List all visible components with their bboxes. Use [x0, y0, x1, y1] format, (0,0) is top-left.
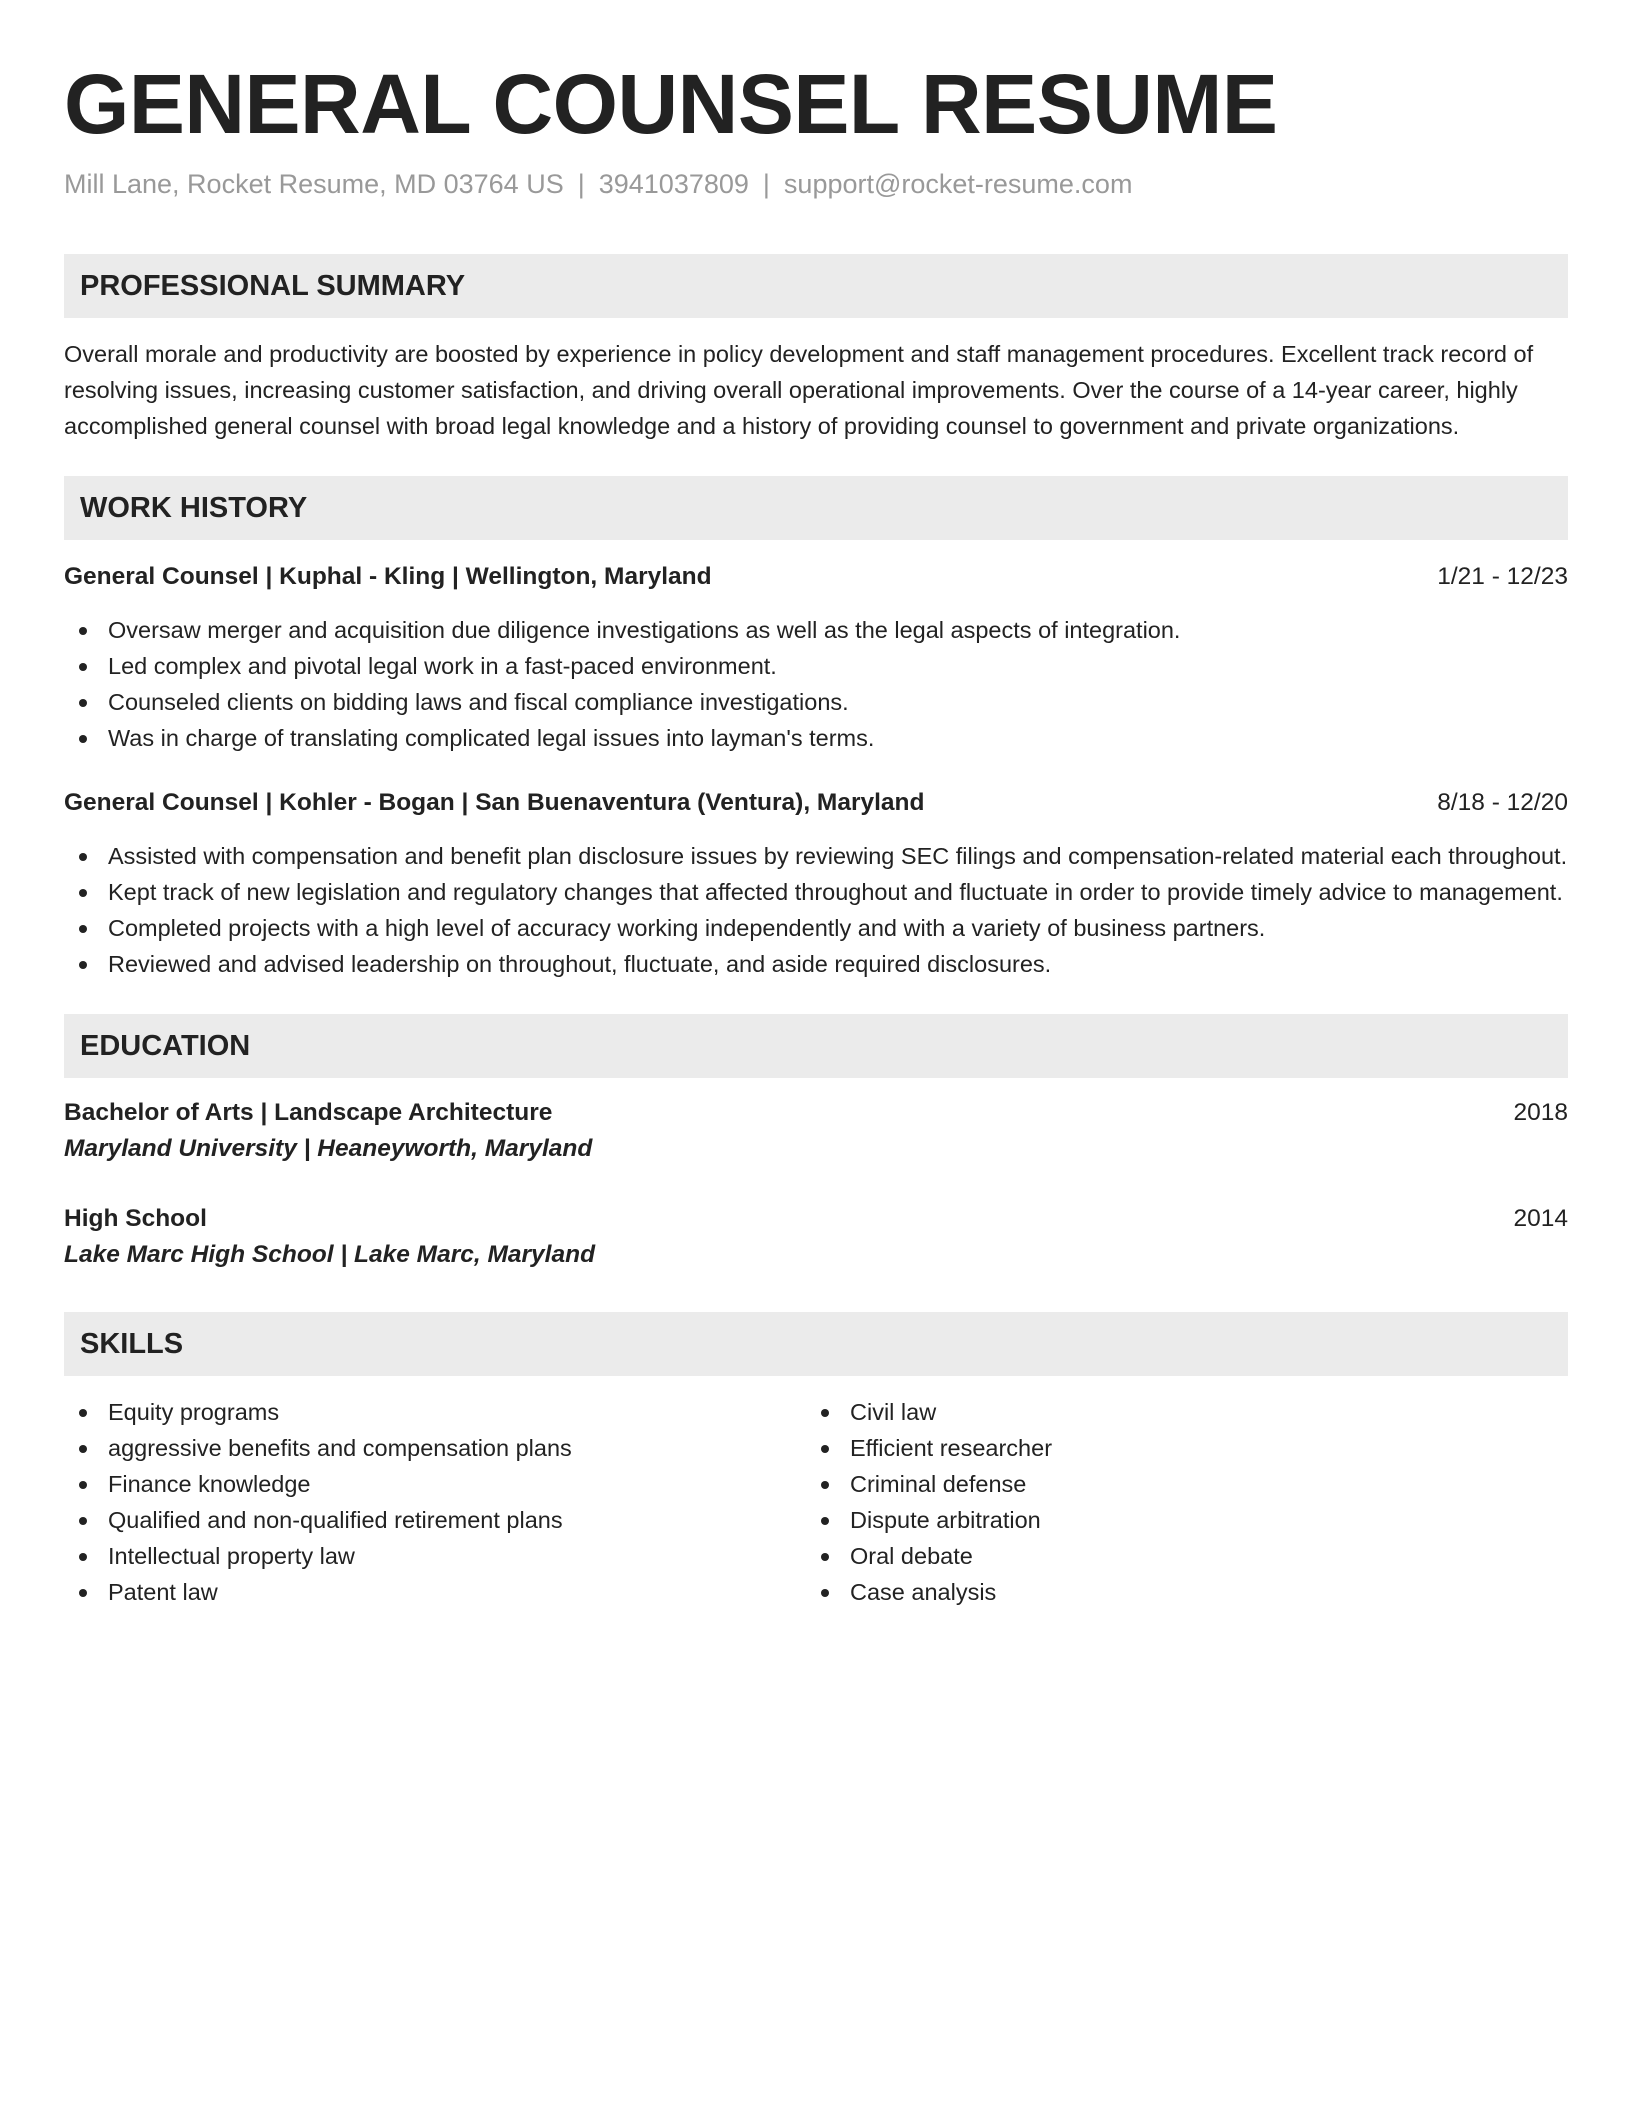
job-header [64, 786, 1568, 820]
education-school: Maryland University | Heaneyworth, Maryland [64, 1135, 593, 1162]
skill-item: Patent law [64, 1574, 806, 1610]
job-bullets [64, 612, 1568, 756]
skills-column-right [806, 1394, 1548, 1610]
job-bullet: Led complex and pivotal legal work in a fast-paced environment. [64, 648, 1568, 684]
job-header [64, 560, 1568, 594]
job-bullet: Completed projects with a high level of accuracy working independently and with a variety of business partners. [64, 910, 1568, 946]
contact-line [64, 166, 1568, 202]
resume-title: GENERAL COUNSEL RESUME [64, 57, 1278, 151]
education-year: 2018 [1513, 1099, 1568, 1126]
skill-item: Oral debate [806, 1538, 1548, 1574]
education-year: 2014 [1513, 1205, 1568, 1232]
skill-item: Equity programs [64, 1394, 806, 1430]
skill-item: Criminal defense [806, 1466, 1548, 1502]
job-dates: 1/21 - 12/23 [1437, 563, 1568, 590]
job-entry [64, 786, 1568, 982]
skill-item: Qualified and non-qualified retirement plans [64, 1502, 806, 1538]
job-bullet: Reviewed and advised leadership on throughout, fluctuate, and aside required disclosures. [64, 946, 1568, 982]
job-title: General Counsel | Kohler - Bogan | San Buenaventura (Ventura), Maryland [64, 789, 925, 816]
skill-item: Civil law [806, 1394, 1548, 1430]
skill-item: Efficient researcher [806, 1430, 1548, 1466]
skill-item: Dispute arbitration [806, 1502, 1548, 1538]
summary-text: Overall morale and productivity are boosted by experience in policy development and staff management procedures. Excellent track record of resolving issues, increasing customer satisfaction, and driving overall operational improvements. Over the course of a 14-year career, highly accomplished general counsel with broad legal knowledge and a history of providing counsel to government and private organizations. [64, 341, 1534, 439]
job-bullet: Oversaw merger and acquisition due diligence investigations as well as the legal aspects of integration. [64, 612, 1568, 648]
contact-phone: 3941037809 [598, 169, 749, 199]
job-bullet: Was in charge of translating complicated legal issues into layman's terms. [64, 720, 1568, 756]
education-school: Lake Marc High School | Lake Marc, Maryland [64, 1241, 596, 1268]
skill-item: Finance knowledge [64, 1466, 806, 1502]
job-title: General Counsel | Kuphal - Kling | Wellington, Maryland [64, 563, 712, 590]
education-entry [64, 1202, 1568, 1274]
summary-heading: PROFESSIONAL SUMMARY [64, 254, 1568, 318]
education-header [64, 1096, 1568, 1130]
skills-column-left [64, 1394, 806, 1610]
education-degree: Bachelor of Arts | Landscape Architecture [64, 1099, 553, 1126]
job-bullet: Kept track of new legislation and regulatory changes that affected throughout and fluctuate in order to provide timely advice to management. [64, 874, 1568, 910]
contact-separator: | [762, 169, 770, 199]
education-degree: High School [64, 1205, 207, 1232]
education-heading: EDUCATION [64, 1014, 1568, 1078]
contact-separator: | [577, 169, 585, 199]
job-dates: 8/18 - 12/20 [1437, 789, 1568, 816]
skills-heading: SKILLS [64, 1312, 1568, 1376]
skill-item: Case analysis [806, 1574, 1548, 1610]
skill-item: aggressive benefits and compensation plans [64, 1430, 806, 1466]
education-entry [64, 1096, 1568, 1168]
work-history-heading: WORK HISTORY [64, 476, 1568, 540]
skills-list [64, 1394, 1568, 1610]
job-bullet: Assisted with compensation and benefit plan disclosure issues by reviewing SEC filings and compensation-related material each throughout. [64, 838, 1568, 874]
skill-item: Intellectual property law [64, 1538, 806, 1574]
job-entry [64, 560, 1568, 756]
contact-address: Mill Lane, Rocket Resume, MD 03764 US [64, 169, 564, 199]
job-bullet: Counseled clients on bidding laws and fiscal compliance investigations. [64, 684, 1568, 720]
resume-page [64, 56, 1568, 1610]
job-bullets [64, 838, 1568, 982]
education-header [64, 1202, 1568, 1236]
contact-email: support@rocket-resume.com [783, 169, 1133, 199]
